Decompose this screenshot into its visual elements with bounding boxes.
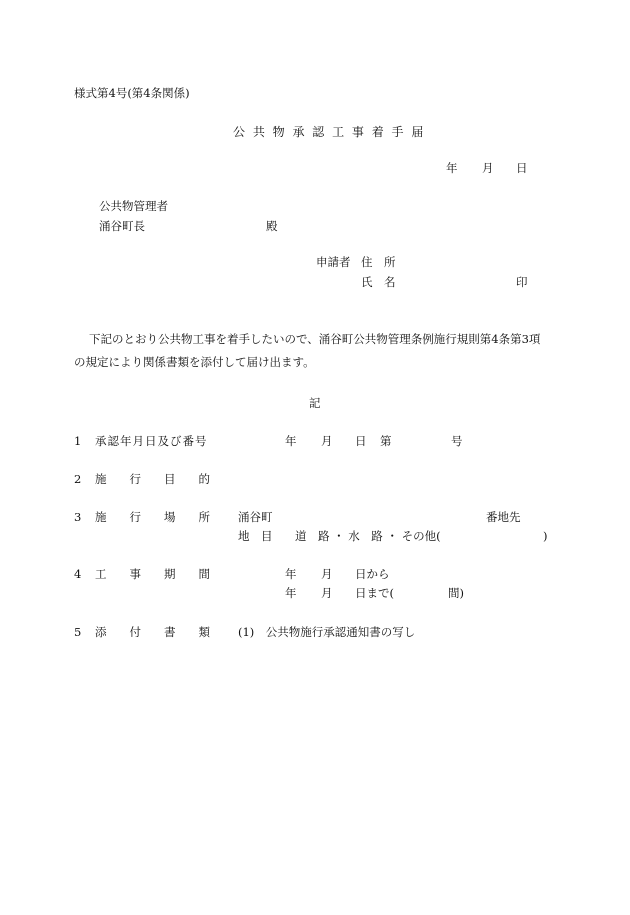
body-line2: の規定により関係書類を添付して届け出ます。 [74, 355, 315, 369]
item4-label: 工 事 期 間 [95, 567, 210, 581]
form-label: 様式第4号(第4条関係) [74, 86, 190, 100]
body-line1: 下記のとおり公共物工事を着手したいので、涌谷町公共物管理条例施行規則第4条第3項 [89, 332, 541, 346]
item4-to-year: 年 [285, 586, 297, 600]
item3-banchi: 番地先 [486, 510, 521, 524]
item1-day: 日 [355, 434, 367, 448]
item5-number: 5 [74, 625, 82, 639]
item2-label: 施 行 目 的 [95, 472, 210, 486]
item1-dai: 第 [380, 434, 392, 448]
addressee-honorific: 殿 [266, 219, 278, 233]
item4-period-close: 間) [448, 586, 464, 600]
addressee-line2: 涌谷町長 [99, 219, 145, 233]
ki-heading: 記 [309, 396, 321, 410]
item3-town: 涌谷町 [238, 510, 273, 524]
item4-from-day: 日から [355, 567, 390, 581]
applicant-address-label: 住 所 [361, 255, 396, 269]
item4-from-year: 年 [285, 567, 297, 581]
item4-number: 4 [74, 567, 82, 581]
applicant-name-label: 氏 名 [361, 275, 396, 289]
applicant-label: 申請者 [316, 255, 351, 269]
item2-number: 2 [74, 472, 82, 486]
item1-month: 月 [321, 434, 333, 448]
item4-to-month: 月 [321, 586, 333, 600]
item1-year: 年 [285, 434, 297, 448]
item1-label: 承認年月日及び番号 [95, 434, 208, 448]
item1-number: 1 [74, 434, 82, 448]
item3-chimoku-options: 道 路 ・ 水 路 ・ その他( [295, 529, 441, 543]
item3-label: 施 行 場 所 [95, 510, 210, 524]
item3-close-paren: ) [543, 529, 548, 543]
item5-value: (1) 公共物施行承認通知書の写し [238, 625, 416, 639]
item4-to-day: 日まで( [355, 586, 394, 600]
item3-number: 3 [74, 510, 82, 524]
document-title: 公 共 物 承 認 工 事 着 手 届 [233, 125, 426, 139]
addressee-line1: 公共物管理者 [99, 199, 168, 213]
date-month-label: 月 [482, 161, 494, 175]
item5-label: 添 付 書 類 [95, 625, 210, 639]
item4-from-month: 月 [321, 567, 333, 581]
date-day-label: 日 [516, 161, 528, 175]
date-year-label: 年 [446, 161, 458, 175]
item1-go: 号 [451, 434, 463, 448]
applicant-seal: 印 [516, 275, 528, 289]
item3-chimoku-label: 地 目 [238, 529, 273, 543]
